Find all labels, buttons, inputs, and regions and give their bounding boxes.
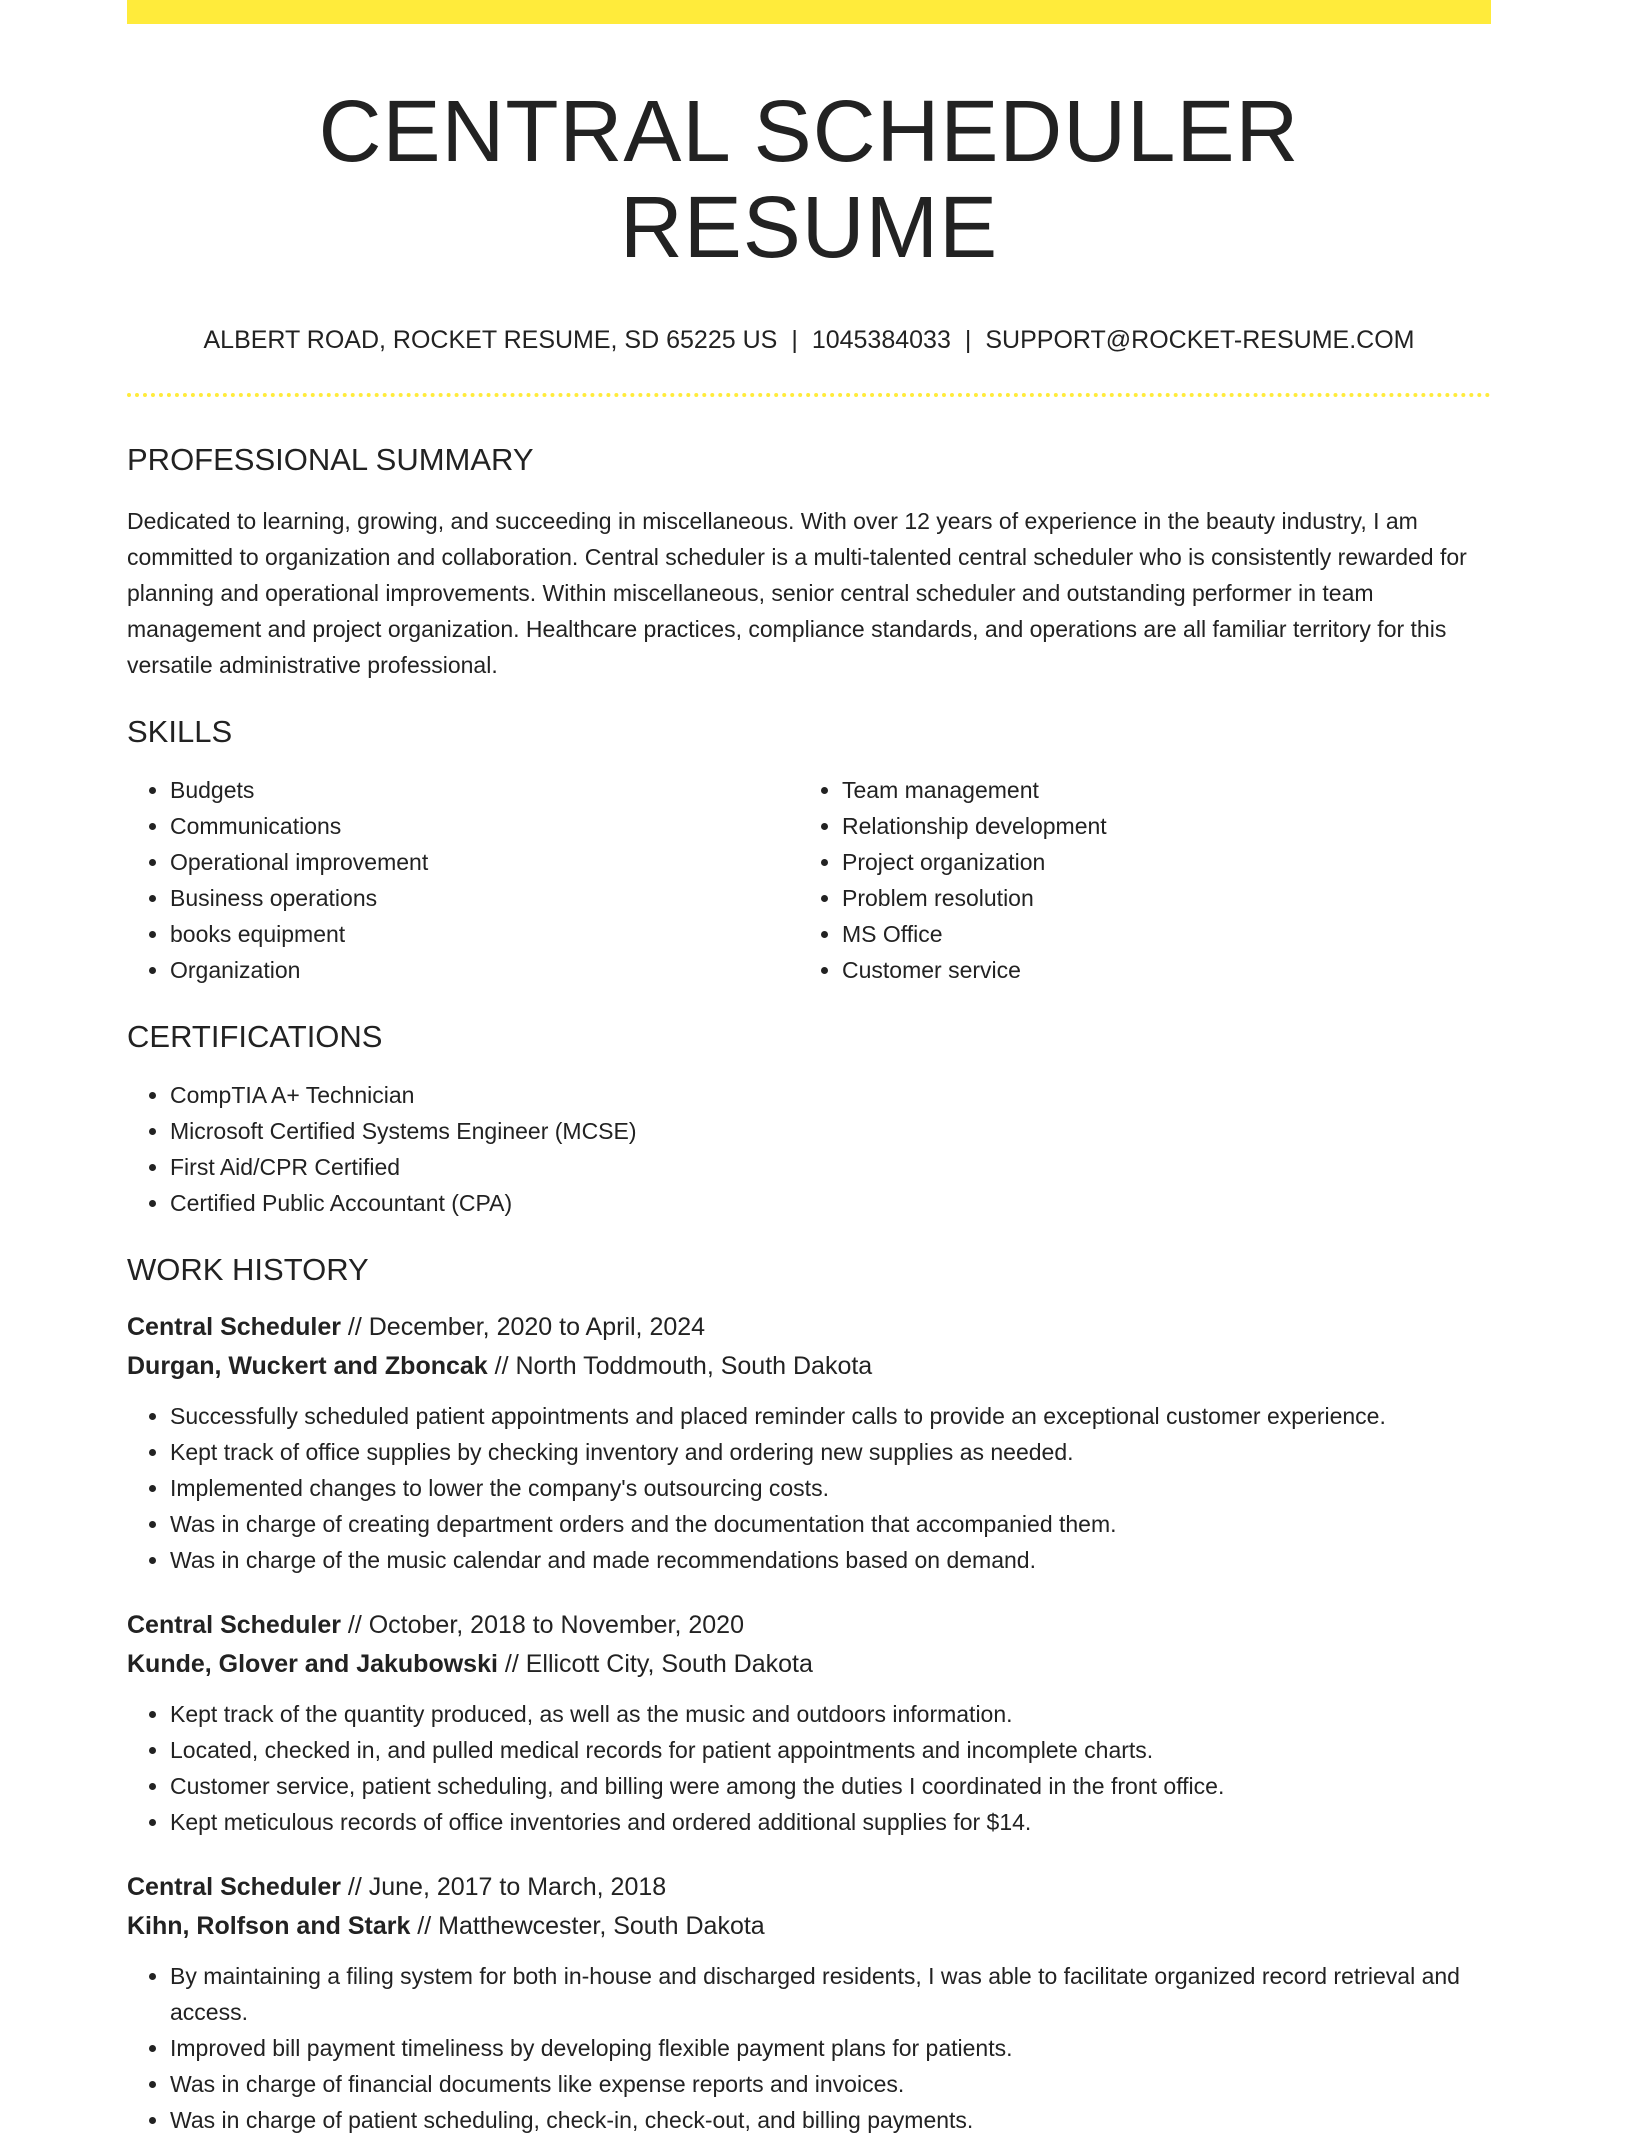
- skills-column-right: [799, 772, 1471, 988]
- job-bullets: [127, 1958, 1491, 2138]
- job-dates: // October, 2018 to November, 2020: [340, 1611, 744, 1640]
- job-bullet: • Kept meticulous records of office inventories and ordered additional supplies for $14.: [170, 1804, 1491, 1840]
- job-company-line: [127, 1645, 1491, 1684]
- job-bullets: [127, 1696, 1491, 1840]
- skill-item: • Organization: [170, 952, 799, 988]
- certifications-list: [127, 1077, 1491, 1221]
- dotted-divider: [127, 393, 1491, 397]
- job-bullet: • Was in charge of financial documents like expense reports and invoices.: [170, 2066, 1491, 2102]
- job-bullet: • Successfully scheduled patient appointments and placed reminder calls to provide an exceptional customer experience.: [170, 1398, 1491, 1434]
- job-bullet: • Was in charge of creating department orders and the documentation that accompanied them.: [170, 1506, 1491, 1542]
- skill-item: • Customer service: [842, 952, 1471, 988]
- skill-item: • Relationship development: [842, 808, 1471, 844]
- job-company: Durgan, Wuckert and Zboncak: [127, 1352, 488, 1381]
- job-bullet: • Implemented changes to lower the company's outsourcing costs.: [170, 1470, 1491, 1506]
- contact-separator: |: [791, 326, 798, 355]
- skill-item: • MS Office: [842, 916, 1471, 952]
- job-bullet: • Located, checked in, and pulled medical records for patient appointments and incomplete charts.: [170, 1732, 1491, 1768]
- certification-item: • Microsoft Certified Systems Engineer (MCSE): [170, 1113, 1491, 1149]
- summary-heading: PROFESSIONAL SUMMARY: [127, 442, 534, 478]
- job-title-line: [127, 1606, 1491, 1645]
- summary-text: Dedicated to learning, growing, and succeeding in miscellaneous. With over 12 years of experience in the beauty industry, I am committed to organization and collaboration. Central scheduler is a multi-talented central scheduler who is consistently rewarded for planning and operational improvements. Within miscellaneous, senior central scheduler and outstanding performer in team management and project organization. Healthcare practices, compliance standards, and operations are all familiar territory for this versatile administrative professional.: [127, 507, 1467, 678]
- job-company: Kihn, Rolfson and Stark: [127, 1912, 411, 1941]
- job-entry: [127, 1868, 1491, 2138]
- job-bullet: • By maintaining a filing system for both in-house and discharged residents, I was able to facilitate organized record retrieval and access.: [170, 1958, 1491, 2030]
- summary-section: [127, 441, 1491, 682]
- job-location: // Ellicott City, South Dakota: [497, 1650, 813, 1679]
- accent-top-bar: [127, 0, 1491, 24]
- job-bullet: • Was in charge of patient scheduling, check-in, check-out, and billing payments.: [170, 2102, 1491, 2138]
- job-bullet: • Customer service, patient scheduling, and billing were among the duties I coordinated in the front office.: [170, 1768, 1491, 1804]
- job-company: Kunde, Glover and Jakubowski: [127, 1650, 498, 1679]
- skill-item: • Project organization: [842, 844, 1471, 880]
- contact-email[interactable]: SUPPORT@ROCKET-RESUME.COM: [985, 326, 1415, 355]
- certification-item: • CompTIA A+ Technician: [170, 1077, 1491, 1113]
- resume-title: CENTRAL SCHEDULER RESUME: [318, 83, 1300, 276]
- resume-page: [127, 0, 1491, 2138]
- contact-address: ALBERT ROAD, ROCKET RESUME, SD 65225 US: [203, 326, 778, 355]
- job-dates: // June, 2017 to March, 2018: [340, 1873, 667, 1902]
- job-location: // North Toddmouth, South Dakota: [487, 1352, 873, 1381]
- work-history-section: [127, 1251, 1491, 2138]
- skills-column-left: [127, 772, 799, 988]
- job-title: Central Scheduler: [127, 1611, 341, 1640]
- job-bullet: • Was in charge of the music calendar and made recommendations based on demand.: [170, 1542, 1491, 1578]
- skills-section: [127, 713, 1491, 988]
- job-bullet: • Improved bill payment timeliness by developing flexible payment plans for patients.: [170, 2030, 1491, 2066]
- job-dates: // December, 2020 to April, 2024: [340, 1313, 706, 1342]
- certification-item: • First Aid/CPR Certified: [170, 1149, 1491, 1185]
- skill-item: • Communications: [170, 808, 799, 844]
- job-title-line: [127, 1308, 1491, 1347]
- job-title-line: [127, 1868, 1491, 1907]
- skill-item: • books equipment: [170, 916, 799, 952]
- job-bullet: • Kept track of the quantity produced, as well as the music and outdoors information.: [170, 1696, 1491, 1732]
- certifications-heading: CERTIFICATIONS: [127, 1018, 383, 1054]
- work-history-heading: WORK HISTORY: [127, 1251, 369, 1287]
- skills-grid: [127, 772, 1491, 988]
- certification-item: • Certified Public Accountant (CPA): [170, 1185, 1491, 1221]
- job-title: Central Scheduler: [127, 1873, 341, 1902]
- skill-item: • Operational improvement: [170, 844, 799, 880]
- contact-separator: |: [964, 326, 972, 355]
- job-company-line: [127, 1347, 1491, 1386]
- contact-phone: 1045384033: [811, 326, 951, 355]
- skill-item: • Business operations: [170, 880, 799, 916]
- job-bullets: [127, 1398, 1491, 1578]
- skill-item: • Budgets: [170, 772, 799, 808]
- job-title: Central Scheduler: [127, 1313, 341, 1342]
- skill-item: • Team management: [842, 772, 1471, 808]
- job-company-line: [127, 1907, 1491, 1946]
- skills-heading: SKILLS: [127, 713, 233, 749]
- job-entry: [127, 1606, 1491, 1840]
- certifications-section: [127, 1018, 1491, 1221]
- job-bullet: • Kept track of office supplies by checking inventory and ordering new supplies as needed.: [170, 1434, 1491, 1470]
- job-entry: [127, 1308, 1491, 1578]
- skill-item: • Problem resolution: [842, 880, 1471, 916]
- contact-line: [127, 325, 1491, 355]
- job-location: // Matthewcester, South Dakota: [410, 1912, 765, 1941]
